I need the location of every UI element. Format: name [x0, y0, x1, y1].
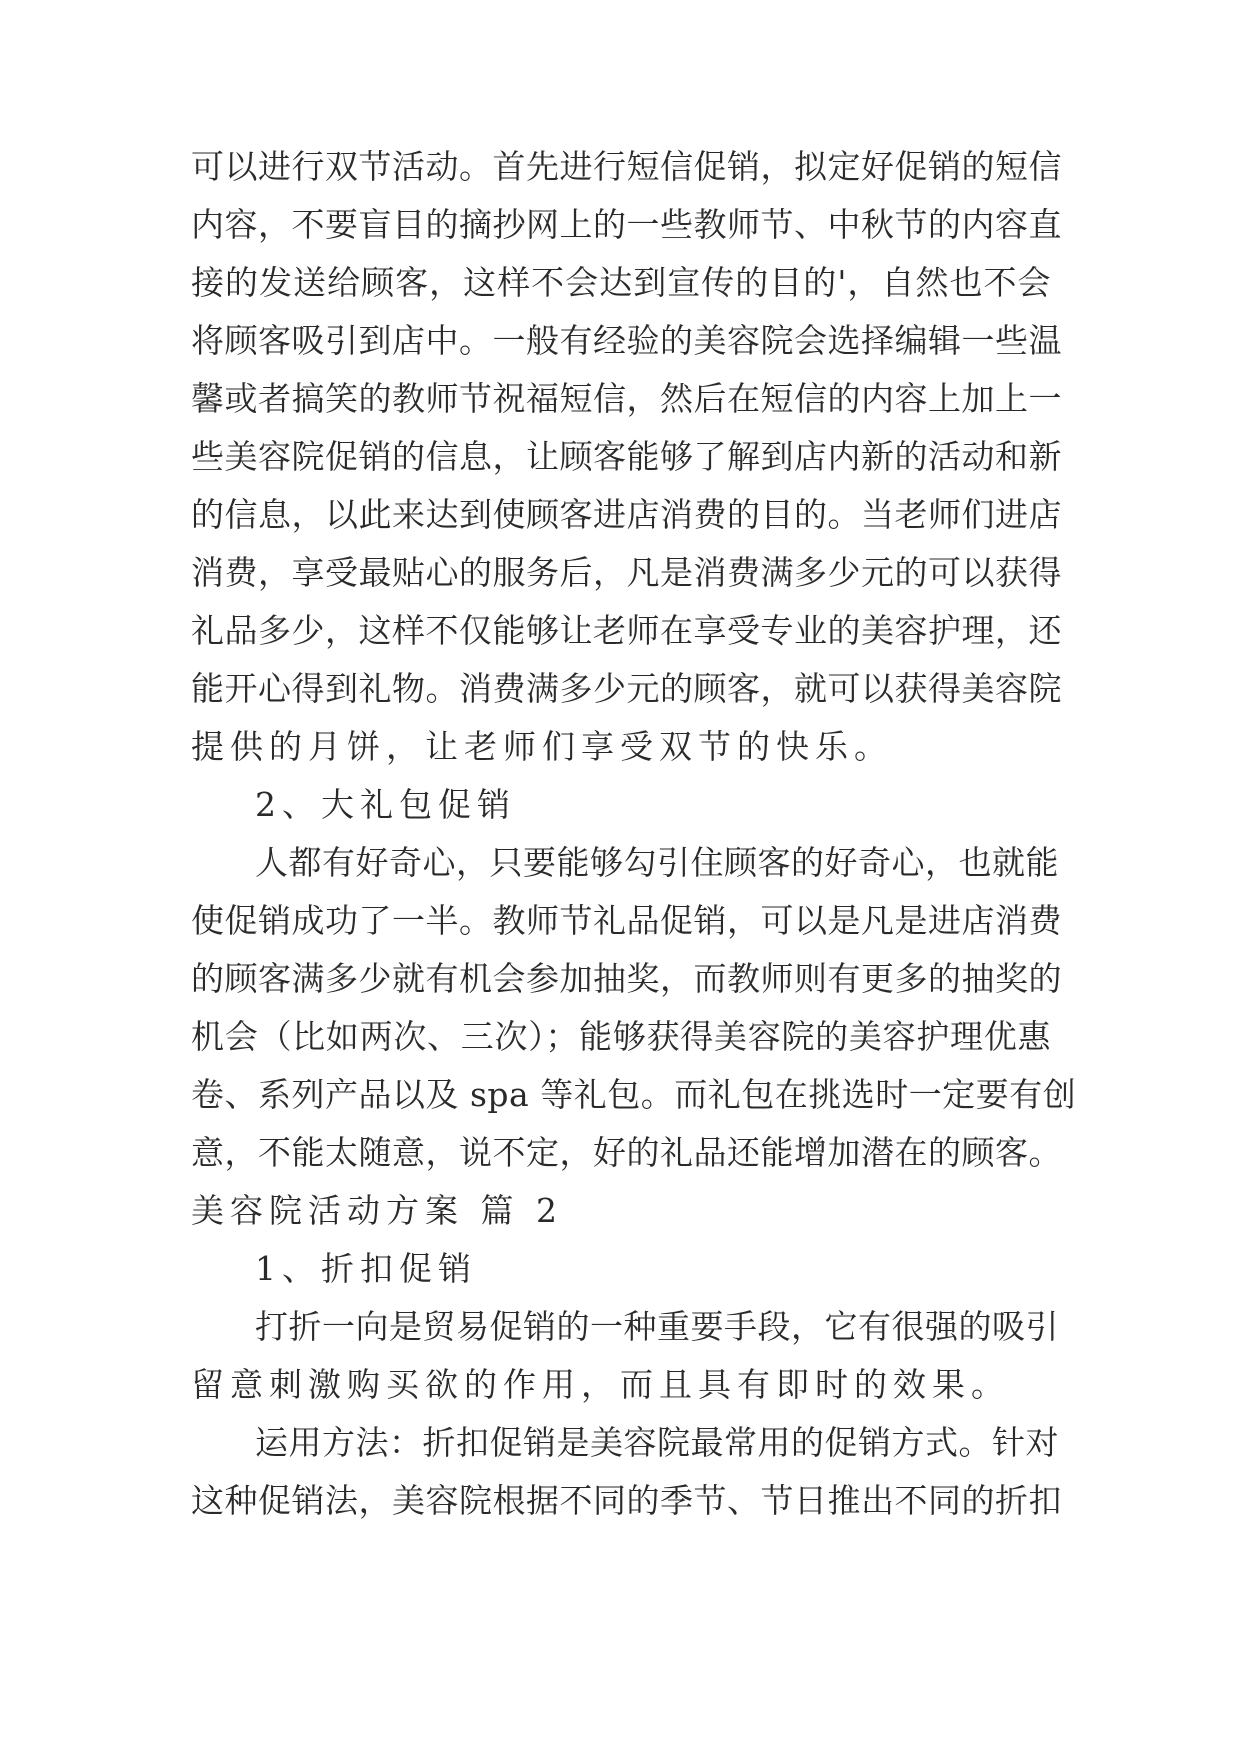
body-text-line: 意，不能太随意，说不定，好的礼品还能增加潜在的顾客。 — [191, 1133, 1062, 1172]
body-text-line: 可以进行双节活动。首先进行短信促销，拟定好促销的短信 — [191, 147, 1062, 186]
section-heading: 2、大礼包促销 — [255, 785, 516, 824]
body-text-line: 机会（比如两次、三次）；能够获得美容院的美容护理优惠 — [191, 1017, 1051, 1056]
body-text-line: 使促销成功了一半。教师节礼品促销，可以是凡是进店消费 — [191, 901, 1062, 940]
body-text-line: 礼品多少，这样不仅能够让老师在享受专业的美容护理，还 — [191, 611, 1062, 650]
body-text-line: 消费，享受最贴心的服务后，凡是消费满多少元的可以获得 — [191, 553, 1062, 592]
paragraph-first-line: 运用方法：折扣促销是美容院最常用的促销方式。针对 — [255, 1423, 1059, 1462]
paragraph-first-line: 人都有好奇心，只要能够勾引住顾客的好奇心，也就能 — [255, 843, 1059, 882]
body-text-line: 的信息，以此来达到使顾客进店消费的目的。当老师们进店 — [191, 495, 1062, 534]
section-heading: 1、折扣促销 — [255, 1249, 477, 1288]
body-text-line: 将顾客吸引到店中。一般有经验的美容院会选择编辑一些温 — [191, 321, 1062, 360]
body-text-line: 这种促销法，美容院根据不同的季节、节日推出不同的折扣 — [191, 1481, 1062, 1520]
body-text-line: 留意刺激购买欲的作用，而且具有即时的效果。 — [191, 1365, 1010, 1404]
article-title: 美容院活动方案 篇 2 — [191, 1191, 563, 1230]
body-text-line: 能开心得到礼物。消费满多少元的顾客，就可以获得美容院 — [191, 669, 1062, 708]
body-text-line: 提供的月饼，让老师们享受双节的快乐。 — [191, 727, 893, 766]
paragraph-first-line: 打折一向是贸易促销的一种重要手段，它有很强的吸引 — [255, 1307, 1059, 1346]
body-text-line: 接的发送给顾客，这样不会达到宣传的目的'，自然也不会 — [191, 263, 1051, 302]
body-text-line: 卷、系列产品以及 spa 等礼包。而礼包在挑选时一定要有创 — [191, 1075, 1077, 1114]
body-text-line: 些美容院促销的信息，让顾客能够了解到店内新的活动和新 — [191, 437, 1062, 476]
body-text-line: 馨或者搞笑的教师节祝福短信，然后在短信的内容上加上一 — [191, 379, 1062, 418]
body-text-line: 的顾客满多少就有机会参加抽奖，而教师则有更多的抽奖的 — [191, 959, 1062, 998]
body-text-line: 内容，不要盲目的摘抄网上的一些教师节、中秋节的内容直 — [191, 205, 1062, 244]
